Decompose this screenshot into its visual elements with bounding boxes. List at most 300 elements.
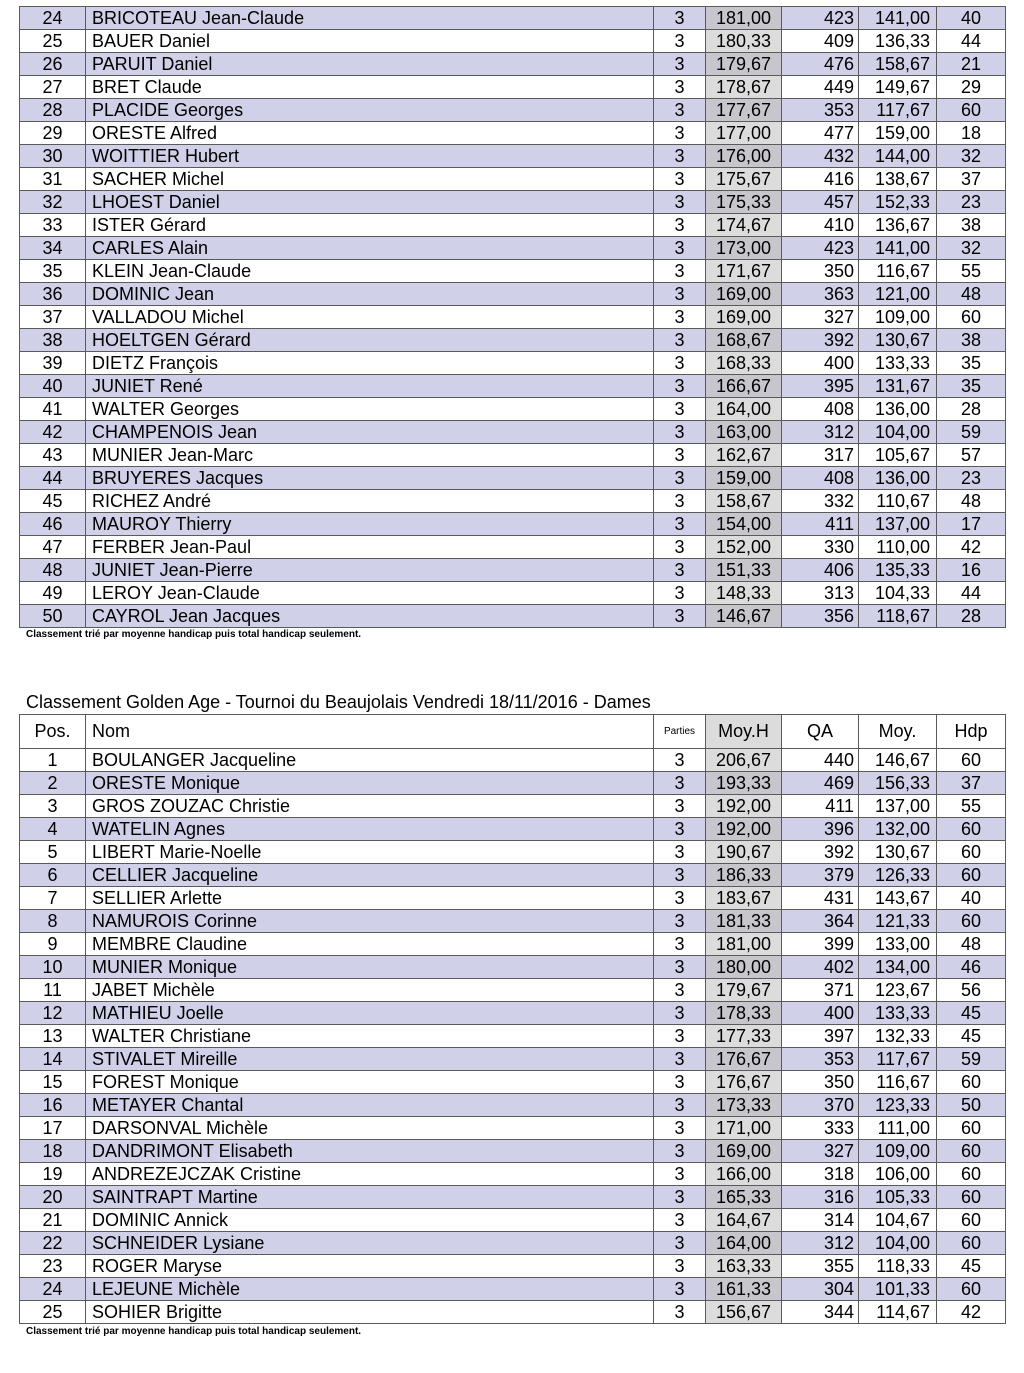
cell-moyh: 171,00 <box>706 1117 782 1140</box>
cell-hdp: 40 <box>937 7 1006 30</box>
cell-parties: 3 <box>654 1094 706 1117</box>
cell-moyh: 156,67 <box>706 1301 782 1324</box>
table-row <box>20 1186 1006 1209</box>
cell-qa: 396 <box>782 818 859 841</box>
cell-name: VALLADOU Michel <box>86 306 654 329</box>
cell-pos: 18 <box>20 1140 86 1163</box>
cell-hdp: 21 <box>937 53 1006 76</box>
cell-qa: 411 <box>782 795 859 818</box>
cell-pos: 36 <box>20 283 86 306</box>
table-row <box>20 122 1006 145</box>
cell-qa: 356 <box>782 605 859 628</box>
cell-pos: 15 <box>20 1071 86 1094</box>
cell-name: CAYROL Jean Jacques <box>86 605 654 628</box>
cell-pos: 47 <box>20 536 86 559</box>
cell-qa: 344 <box>782 1301 859 1324</box>
table-row <box>20 1048 1006 1071</box>
cell-pos: 26 <box>20 53 86 76</box>
cell-moy: 137,00 <box>859 513 937 536</box>
cell-parties: 3 <box>654 306 706 329</box>
table-row <box>20 933 1006 956</box>
cell-hdp: 60 <box>937 1140 1006 1163</box>
cell-moy: 117,67 <box>859 99 937 122</box>
cell-pos: 40 <box>20 375 86 398</box>
cell-parties: 3 <box>654 214 706 237</box>
cell-hdp: 48 <box>937 933 1006 956</box>
cell-moy: 135,33 <box>859 559 937 582</box>
cell-moyh: 162,67 <box>706 444 782 467</box>
cell-moy: 136,33 <box>859 30 937 53</box>
cell-parties: 3 <box>654 1278 706 1301</box>
cell-pos: 11 <box>20 979 86 1002</box>
cell-name: BOULANGER Jacqueline <box>86 749 654 772</box>
cell-parties: 3 <box>654 30 706 53</box>
cell-hdp: 35 <box>937 352 1006 375</box>
cell-moyh: 192,00 <box>706 818 782 841</box>
table-row <box>20 260 1006 283</box>
cell-moyh: 180,00 <box>706 956 782 979</box>
cell-name: MEMBRE Claudine <box>86 933 654 956</box>
cell-qa: 431 <box>782 887 859 910</box>
cell-moyh: 169,00 <box>706 1140 782 1163</box>
cell-pos: 46 <box>20 513 86 536</box>
cell-hdp: 45 <box>937 1002 1006 1025</box>
cell-name: DOMINIC Annick <box>86 1209 654 1232</box>
cell-parties: 3 <box>654 582 706 605</box>
cell-hdp: 60 <box>937 841 1006 864</box>
cell-hdp: 59 <box>937 1048 1006 1071</box>
cell-moy: 141,00 <box>859 237 937 260</box>
cell-pos: 9 <box>20 933 86 956</box>
cell-name: LEJEUNE Michèle <box>86 1278 654 1301</box>
women-ranking-table <box>19 714 1006 1324</box>
cell-moy: 130,67 <box>859 841 937 864</box>
cell-moy: 136,00 <box>859 467 937 490</box>
cell-moy: 143,67 <box>859 887 937 910</box>
table-row <box>20 1094 1006 1117</box>
cell-moyh: 159,00 <box>706 467 782 490</box>
cell-hdp: 23 <box>937 191 1006 214</box>
cell-parties: 3 <box>654 605 706 628</box>
table-row <box>20 99 1006 122</box>
table-row <box>20 772 1006 795</box>
cell-moyh: 179,67 <box>706 979 782 1002</box>
cell-pos: 44 <box>20 467 86 490</box>
cell-moy: 109,00 <box>859 1140 937 1163</box>
cell-hdp: 57 <box>937 444 1006 467</box>
cell-moyh: 175,33 <box>706 191 782 214</box>
cell-pos: 49 <box>20 582 86 605</box>
cell-qa: 350 <box>782 1071 859 1094</box>
cell-parties: 3 <box>654 536 706 559</box>
cell-hdp: 42 <box>937 1301 1006 1324</box>
cell-qa: 350 <box>782 260 859 283</box>
cell-moyh: 158,67 <box>706 490 782 513</box>
cell-pos: 50 <box>20 605 86 628</box>
cell-pos: 24 <box>20 7 86 30</box>
cell-parties: 3 <box>654 1232 706 1255</box>
cell-qa: 392 <box>782 841 859 864</box>
cell-moyh: 166,00 <box>706 1163 782 1186</box>
table-row <box>20 30 1006 53</box>
cell-moy: 121,00 <box>859 283 937 306</box>
cell-pos: 7 <box>20 887 86 910</box>
table-row <box>20 76 1006 99</box>
cell-hdp: 55 <box>937 795 1006 818</box>
cell-moyh: 164,00 <box>706 398 782 421</box>
table-row <box>20 818 1006 841</box>
cell-moyh: 166,67 <box>706 375 782 398</box>
cell-moyh: 186,33 <box>706 864 782 887</box>
cell-parties: 3 <box>654 956 706 979</box>
cell-pos: 32 <box>20 191 86 214</box>
cell-pos: 8 <box>20 910 86 933</box>
cell-hdp: 48 <box>937 490 1006 513</box>
cell-name: BAUER Daniel <box>86 30 654 53</box>
cell-qa: 409 <box>782 30 859 53</box>
cell-pos: 17 <box>20 1117 86 1140</box>
table-row <box>20 1002 1006 1025</box>
cell-hdp: 60 <box>937 910 1006 933</box>
cell-qa: 411 <box>782 513 859 536</box>
cell-pos: 24 <box>20 1278 86 1301</box>
cell-name: FOREST Monique <box>86 1071 654 1094</box>
cell-name: SELLIER Arlette <box>86 887 654 910</box>
cell-moy: 101,33 <box>859 1278 937 1301</box>
cell-parties: 3 <box>654 887 706 910</box>
cell-hdp: 42 <box>937 536 1006 559</box>
women-sort-note: Classement trié par moyenne handicap puis total handicap seulement. <box>26 1326 362 1337</box>
cell-parties: 3 <box>654 53 706 76</box>
cell-parties: 3 <box>654 1140 706 1163</box>
cell-hdp: 45 <box>937 1025 1006 1048</box>
cell-parties: 3 <box>654 76 706 99</box>
cell-qa: 327 <box>782 306 859 329</box>
cell-qa: 423 <box>782 7 859 30</box>
cell-pos: 19 <box>20 1163 86 1186</box>
cell-hdp: 60 <box>937 818 1006 841</box>
cell-name: SAINTRAPT Martine <box>86 1186 654 1209</box>
cell-pos: 30 <box>20 145 86 168</box>
col-header-hdp: Hdp <box>937 715 1006 749</box>
table-row <box>20 1278 1006 1301</box>
women-table-title: Classement Golden Age - Tournoi du Beaujolais Vendredi 18/11/2016 - Dames <box>26 692 651 712</box>
cell-hdp: 38 <box>937 214 1006 237</box>
cell-name: RICHEZ André <box>86 490 654 513</box>
cell-moy: 131,67 <box>859 375 937 398</box>
cell-name: KLEIN Jean-Claude <box>86 260 654 283</box>
cell-qa: 333 <box>782 1117 859 1140</box>
cell-parties: 3 <box>654 513 706 536</box>
cell-moy: 118,67 <box>859 605 937 628</box>
cell-parties: 3 <box>654 1071 706 1094</box>
cell-moy: 110,67 <box>859 490 937 513</box>
cell-parties: 3 <box>654 145 706 168</box>
cell-pos: 41 <box>20 398 86 421</box>
cell-parties: 3 <box>654 559 706 582</box>
cell-pos: 5 <box>20 841 86 864</box>
cell-name: WALTER Christiane <box>86 1025 654 1048</box>
cell-moyh: 173,00 <box>706 237 782 260</box>
cell-name: LEROY Jean-Claude <box>86 582 654 605</box>
cell-hdp: 29 <box>937 76 1006 99</box>
cell-qa: 406 <box>782 559 859 582</box>
cell-moyh: 164,67 <box>706 1209 782 1232</box>
cell-name: CARLES Alain <box>86 237 654 260</box>
cell-hdp: 60 <box>937 1163 1006 1186</box>
cell-moyh: 171,67 <box>706 260 782 283</box>
cell-moyh: 178,67 <box>706 76 782 99</box>
cell-hdp: 60 <box>937 1186 1006 1209</box>
cell-hdp: 18 <box>937 122 1006 145</box>
cell-moy: 110,00 <box>859 536 937 559</box>
table-row <box>20 283 1006 306</box>
cell-qa: 408 <box>782 467 859 490</box>
cell-qa: 371 <box>782 979 859 1002</box>
cell-moyh: 154,00 <box>706 513 782 536</box>
table-row <box>20 1140 1006 1163</box>
cell-moy: 104,67 <box>859 1209 937 1232</box>
cell-moy: 104,00 <box>859 1232 937 1255</box>
cell-name: JABET Michèle <box>86 979 654 1002</box>
cell-moyh: 177,67 <box>706 99 782 122</box>
cell-moy: 104,00 <box>859 421 937 444</box>
table-row <box>20 7 1006 30</box>
cell-moyh: 206,67 <box>706 749 782 772</box>
cell-moy: 159,00 <box>859 122 937 145</box>
cell-moy: 116,67 <box>859 1071 937 1094</box>
cell-pos: 37 <box>20 306 86 329</box>
table-row <box>20 191 1006 214</box>
cell-name: LHOEST Daniel <box>86 191 654 214</box>
cell-moyh: 177,00 <box>706 122 782 145</box>
table-row <box>20 956 1006 979</box>
header-row <box>20 715 1006 749</box>
cell-pos: 3 <box>20 795 86 818</box>
cell-hdp: 60 <box>937 99 1006 122</box>
cell-name: SOHIER Brigitte <box>86 1301 654 1324</box>
cell-hdp: 23 <box>937 467 1006 490</box>
cell-qa: 400 <box>782 1002 859 1025</box>
cell-moyh: 183,67 <box>706 887 782 910</box>
cell-moy: 105,67 <box>859 444 937 467</box>
cell-moyh: 163,00 <box>706 421 782 444</box>
cell-name: JUNIET Jean-Pierre <box>86 559 654 582</box>
cell-moy: 141,00 <box>859 7 937 30</box>
cell-pos: 29 <box>20 122 86 145</box>
table-row <box>20 1071 1006 1094</box>
table-row <box>20 329 1006 352</box>
cell-qa: 353 <box>782 99 859 122</box>
cell-hdp: 38 <box>937 329 1006 352</box>
cell-name: PARUIT Daniel <box>86 53 654 76</box>
table-row <box>20 864 1006 887</box>
cell-moy: 109,00 <box>859 306 937 329</box>
table-row <box>20 749 1006 772</box>
cell-parties: 3 <box>654 99 706 122</box>
cell-parties: 3 <box>654 1301 706 1324</box>
cell-qa: 469 <box>782 772 859 795</box>
cell-name: ORESTE Alfred <box>86 122 654 145</box>
col-header-moy: Moy. <box>859 715 937 749</box>
table-row <box>20 352 1006 375</box>
cell-moy: 114,67 <box>859 1301 937 1324</box>
cell-qa: 370 <box>782 1094 859 1117</box>
cell-parties: 3 <box>654 490 706 513</box>
cell-parties: 3 <box>654 467 706 490</box>
cell-moy: 133,33 <box>859 1002 937 1025</box>
cell-moyh: 173,33 <box>706 1094 782 1117</box>
cell-name: BRET Claude <box>86 76 654 99</box>
cell-name: JUNIET René <box>86 375 654 398</box>
cell-moyh: 174,67 <box>706 214 782 237</box>
table-row <box>20 536 1006 559</box>
cell-moy: 105,33 <box>859 1186 937 1209</box>
cell-moyh: 190,67 <box>706 841 782 864</box>
cell-qa: 423 <box>782 237 859 260</box>
cell-hdp: 16 <box>937 559 1006 582</box>
col-header-parties: Parties <box>654 715 706 749</box>
cell-name: ROGER Maryse <box>86 1255 654 1278</box>
table-row <box>20 145 1006 168</box>
cell-qa: 318 <box>782 1163 859 1186</box>
cell-moy: 130,67 <box>859 329 937 352</box>
cell-hdp: 37 <box>937 168 1006 191</box>
cell-parties: 3 <box>654 398 706 421</box>
table-row <box>20 467 1006 490</box>
cell-parties: 3 <box>654 122 706 145</box>
cell-moyh: 168,67 <box>706 329 782 352</box>
table-row <box>20 398 1006 421</box>
cell-pos: 13 <box>20 1025 86 1048</box>
cell-moyh: 176,00 <box>706 145 782 168</box>
cell-name: BRICOTEAU Jean-Claude <box>86 7 654 30</box>
cell-qa: 353 <box>782 1048 859 1071</box>
cell-pos: 23 <box>20 1255 86 1278</box>
cell-qa: 379 <box>782 864 859 887</box>
cell-parties: 3 <box>654 421 706 444</box>
cell-moy: 116,67 <box>859 260 937 283</box>
cell-name: CHAMPENOIS Jean <box>86 421 654 444</box>
cell-qa: 363 <box>782 283 859 306</box>
table-row <box>20 605 1006 628</box>
cell-parties: 3 <box>654 1209 706 1232</box>
cell-name: DOMINIC Jean <box>86 283 654 306</box>
table-row <box>20 887 1006 910</box>
cell-qa: 355 <box>782 1255 859 1278</box>
cell-qa: 410 <box>782 214 859 237</box>
cell-pos: 1 <box>20 749 86 772</box>
cell-qa: 330 <box>782 536 859 559</box>
cell-moy: 106,00 <box>859 1163 937 1186</box>
cell-hdp: 28 <box>937 398 1006 421</box>
table-row <box>20 214 1006 237</box>
cell-qa: 392 <box>782 329 859 352</box>
cell-qa: 397 <box>782 1025 859 1048</box>
cell-qa: 313 <box>782 582 859 605</box>
cell-pos: 42 <box>20 421 86 444</box>
cell-pos: 25 <box>20 1301 86 1324</box>
cell-qa: 400 <box>782 352 859 375</box>
cell-moy: 149,67 <box>859 76 937 99</box>
cell-pos: 45 <box>20 490 86 513</box>
cell-moyh: 169,00 <box>706 283 782 306</box>
cell-moy: 104,33 <box>859 582 937 605</box>
cell-parties: 3 <box>654 1025 706 1048</box>
cell-moy: 144,00 <box>859 145 937 168</box>
cell-pos: 21 <box>20 1209 86 1232</box>
cell-hdp: 17 <box>937 513 1006 536</box>
cell-parties: 3 <box>654 260 706 283</box>
cell-name: BRUYERES Jacques <box>86 467 654 490</box>
cell-hdp: 32 <box>937 237 1006 260</box>
cell-moyh: 178,33 <box>706 1002 782 1025</box>
cell-qa: 395 <box>782 375 859 398</box>
table-row <box>20 559 1006 582</box>
cell-moyh: 179,67 <box>706 53 782 76</box>
cell-qa: 332 <box>782 490 859 513</box>
cell-pos: 20 <box>20 1186 86 1209</box>
cell-moy: 123,33 <box>859 1094 937 1117</box>
cell-hdp: 37 <box>937 772 1006 795</box>
cell-hdp: 60 <box>937 1232 1006 1255</box>
cell-qa: 317 <box>782 444 859 467</box>
cell-pos: 25 <box>20 30 86 53</box>
cell-moy: 158,67 <box>859 53 937 76</box>
cell-name: STIVALET Mireille <box>86 1048 654 1071</box>
cell-hdp: 60 <box>937 1117 1006 1140</box>
cell-moy: 133,33 <box>859 352 937 375</box>
table-row <box>20 375 1006 398</box>
cell-name: MATHIEU Joelle <box>86 1002 654 1025</box>
cell-moyh: 193,33 <box>706 772 782 795</box>
cell-parties: 3 <box>654 864 706 887</box>
cell-name: HOELTGEN Gérard <box>86 329 654 352</box>
table-row <box>20 1232 1006 1255</box>
table-row <box>20 841 1006 864</box>
cell-name: WOITTIER Hubert <box>86 145 654 168</box>
cell-pos: 22 <box>20 1232 86 1255</box>
cell-hdp: 40 <box>937 887 1006 910</box>
cell-qa: 449 <box>782 76 859 99</box>
cell-moyh: 163,33 <box>706 1255 782 1278</box>
cell-moy: 137,00 <box>859 795 937 818</box>
cell-hdp: 50 <box>937 1094 1006 1117</box>
cell-parties: 3 <box>654 795 706 818</box>
cell-name: SACHER Michel <box>86 168 654 191</box>
cell-pos: 16 <box>20 1094 86 1117</box>
cell-pos: 14 <box>20 1048 86 1071</box>
table-row <box>20 979 1006 1002</box>
cell-moyh: 175,67 <box>706 168 782 191</box>
cell-moy: 138,67 <box>859 168 937 191</box>
cell-name: SCHNEIDER Lysiane <box>86 1232 654 1255</box>
cell-pos: 33 <box>20 214 86 237</box>
cell-pos: 48 <box>20 559 86 582</box>
cell-hdp: 55 <box>937 260 1006 283</box>
cell-qa: 304 <box>782 1278 859 1301</box>
cell-name: MUNIER Monique <box>86 956 654 979</box>
cell-hdp: 59 <box>937 421 1006 444</box>
cell-name: MUNIER Jean-Marc <box>86 444 654 467</box>
cell-name: PLACIDE Georges <box>86 99 654 122</box>
col-header-qa: QA <box>782 715 859 749</box>
cell-pos: 31 <box>20 168 86 191</box>
cell-hdp: 32 <box>937 145 1006 168</box>
cell-moyh: 192,00 <box>706 795 782 818</box>
cell-parties: 3 <box>654 375 706 398</box>
cell-moyh: 168,33 <box>706 352 782 375</box>
